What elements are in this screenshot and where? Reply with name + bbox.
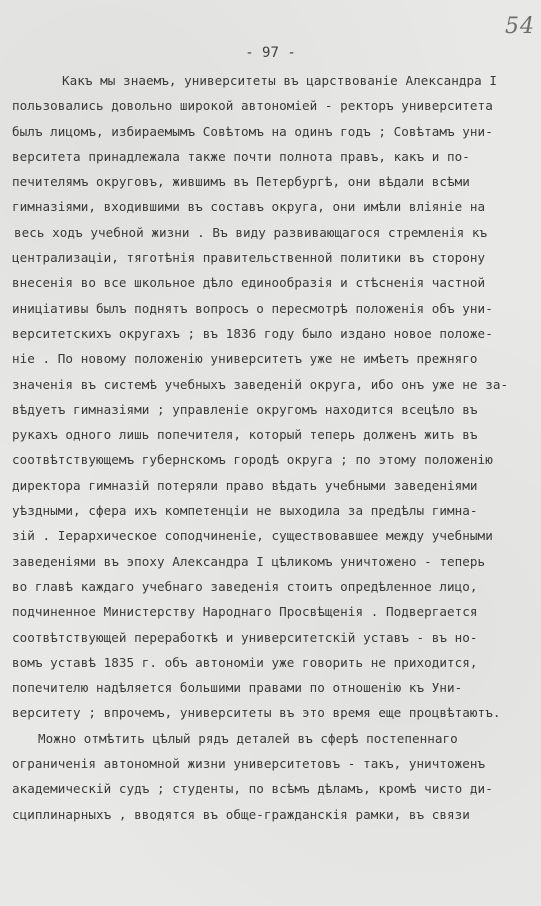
text-line: директора гимназій потеряли право вѣдать учебными заведеніями xyxy=(12,477,478,493)
text-line: печителямъ округовъ, жившимъ въ Петербургѣ, они вѣдали всѣми xyxy=(12,174,470,190)
text-line: во главѣ каждаго учебнаго заведенія стоитъ опредѣленное лицо, xyxy=(12,578,478,594)
text-line: соотвѣтствующемъ губернскомъ городѣ округа ; по этому положенію xyxy=(12,452,493,468)
text-line: академическій судъ ; студенты, по всѣмъ дѣламъ, кромѣ чисто ди- xyxy=(12,781,493,797)
text-line: сциплинарныхъ , вводятся въ обще-гражданскія рамки, въ связи xyxy=(12,806,470,822)
text-line: верситетскихъ округахъ ; въ 1836 году было издано новое положе- xyxy=(12,325,493,341)
text-line: былъ лицомъ, избираемымъ Совѣтомъ на одинъ годъ ; Совѣтамъ уни- xyxy=(12,123,493,139)
text-line: заведеніями въ эпоху Александра I цѣликомъ уничтожено - теперь xyxy=(12,553,486,569)
text-line: Можно отмѣтить цѣлый рядъ деталей въ сферѣ постепеннаго xyxy=(38,730,458,746)
text-line: верситету ; впрочемъ, университеты въ это время еще процвѣтаютъ. xyxy=(12,705,501,721)
text-line: пользовались довольно широкой автономіей - ректоръ университета xyxy=(12,98,493,114)
text-line: гимназіями, входившими въ составъ округа, они имѣли вліяніе на xyxy=(12,199,486,215)
text-line: иниціативы былъ поднятъ вопросъ о пересмотрѣ положенія объ уни- xyxy=(12,300,493,316)
text-line: вѣдуетъ гимназіями ; управленіе округомъ находится всецѣло въ xyxy=(12,401,478,417)
text-line: уѣздными, сфера ихъ компетенціи не выходила за предѣлы гимна- xyxy=(12,503,478,519)
text-line: подчиненное Министерству Народнаго Просвѣщенія . Подвергается xyxy=(12,604,478,620)
text-line: ограниченія автономной жизни университетовъ - такъ, уничтоженъ xyxy=(12,756,486,772)
text-line: соотвѣтствующей переработкѣ и университетскій уставъ - въ но- xyxy=(12,629,478,645)
page-number: - 97 - xyxy=(245,45,296,61)
text-line: зій . Іерархическое соподчиненіе, существовавшее между учебными xyxy=(12,528,493,544)
text-line: рукахъ одного лишь попечителя, который теперь долженъ жить въ xyxy=(12,427,478,443)
document-body xyxy=(12,68,532,827)
text-line: ніе . По новому положенію университетъ уже не имѣетъ прежняго xyxy=(12,351,478,367)
text-line: попечителю надѣляется большими правами по отношенію къ Уни- xyxy=(12,680,463,696)
text-line: вомъ уставѣ 1835 г. объ автономіи уже говорить не приходится, xyxy=(12,654,478,670)
text-line: внесенія во все школьное дѣло единообразія и стѣсненія частной xyxy=(12,275,486,291)
text-line: централизаціи, тяготѣнія правительственной политики въ сторону xyxy=(12,250,486,266)
text-line: значенія въ системѣ учебныхъ заведеній округа, ибо онъ уже не за- xyxy=(12,376,509,392)
archive-page-number: 54 xyxy=(505,14,535,39)
text-line: весь ходъ учебной жизни . Въ виду развивающагося стремленія къ xyxy=(14,224,488,240)
text-line: верситета принадлежала также почти полнота правъ, какъ и по- xyxy=(12,148,470,164)
text-line: Какъ мы знаемъ, университеты въ царствованіе Александра I xyxy=(62,73,498,88)
